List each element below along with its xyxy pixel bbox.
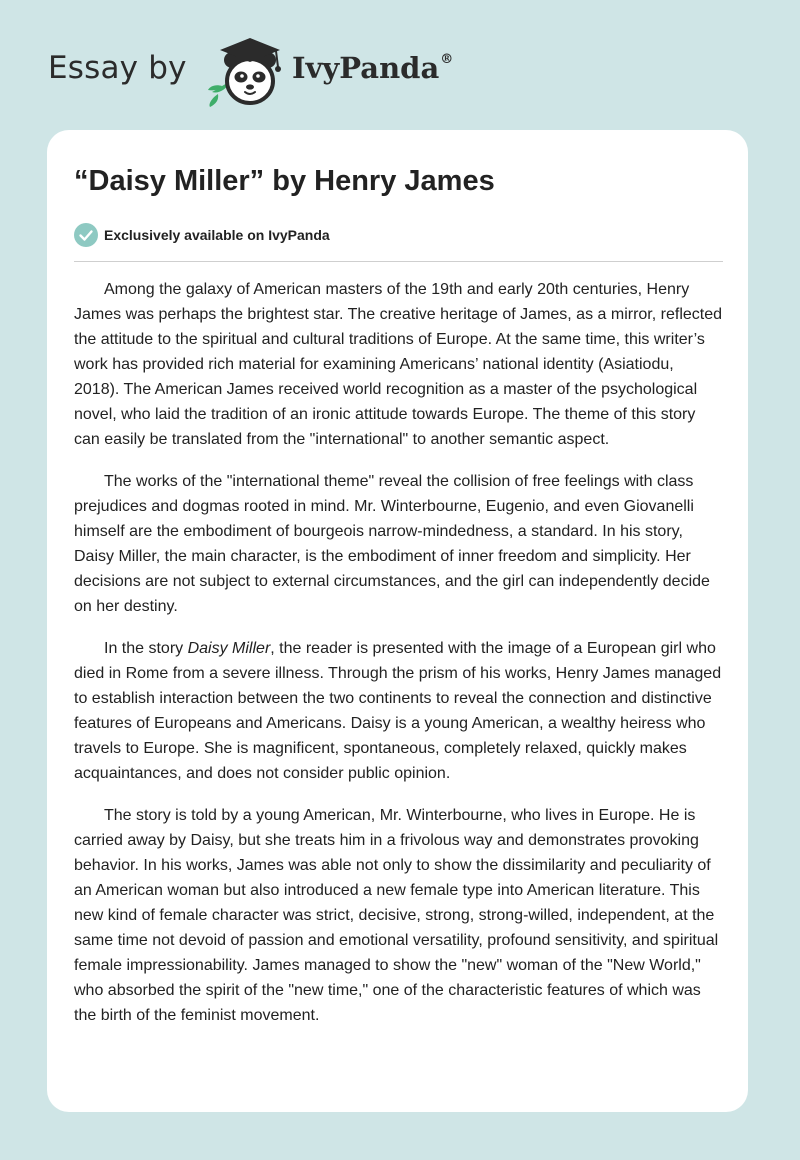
paragraph: The works of the "international theme" reveal the collision of free feelings with class prejudices and dogmas rooted in mind. Mr. Winterbourne, Eugenio, and even Giovanelli himself are the embodiment of bourgeois narrow-mindedness, a standard. In his story, Daisy Miller, the main character, is the embodiment of inner freedom and simplicity. Her decisions are not subject to external circumstances, and the girl can independently decide on her destiny.: [74, 473, 710, 615]
site-header: [48, 34, 488, 108]
exclusive-badge: [74, 222, 330, 248]
paragraph-text: , the reader is presented with the image of a European girl who died in Rome from a severe illness. Through the prism of his works, Henry James managed to establish interaction between the two continents to reveal the connection and distinctive features of Europeans and Americans. Daisy is a young American, a wealthy heiress who travels to Europe. She is magnificent, spontaneous, completely relaxed, quickly makes acquaintances, and does not consider public opinion.: [74, 640, 722, 782]
brand-name-text: IvyPanda: [292, 51, 440, 85]
book-title: Daisy Miller: [187, 640, 271, 657]
paragraph: The story is told by a young American, Mr. Winterbourne, who lives in Europe. He is carried away by Daisy, but she treats him in a frivolous way and demonstrates provoking behavior. In his works, James was able not only to show the dissimilarity and peculiarity of an American woman but also introduced a new female type into American literature. This new kind of female character was strict, decisive, strong, strong-willed, independent, at the same time not devoid of passion and emotional versatility, profound sensitivity, and spiritual female impressionability. James managed to show the "new" woman of the "New World," who absorbed the spirit of the "new time," one of the characteristic features of which was the birth of the feminist movement.: [74, 807, 719, 1024]
essay-card: [47, 130, 748, 1112]
panda-graduate-logo-icon[interactable]: [200, 34, 290, 108]
brand-prefix: Essay by: [48, 50, 187, 86]
paragraph: Among the galaxy of American masters of the 19th and early 20th centuries, Henry James was perhaps the brightest star. The creative heritage of James, as a mirror, reflected the attitude to the spiritual and cultural traditions of Europe. At the same time, this writer’s work has provided rich material for examining Americans’ national identity (Asiatiodu, 2018). The American James received world recognition as a master of the psychological novel, who laid the tradition of an ironic attitude towards Europe. The theme of this story can easily be translated from the "international" to another semantic aspect.: [74, 281, 723, 448]
divider: [74, 261, 723, 262]
page-title: “Daisy Miller” by Henry James: [74, 165, 495, 197]
paragraph-text: In the story: [104, 640, 188, 657]
essay-body: [74, 277, 723, 1045]
check-circle-icon: [74, 223, 98, 247]
badge-label: Exclusively available on IvyPanda: [104, 227, 330, 243]
brand-name[interactable]: [292, 51, 453, 85]
registered-mark: ®: [440, 52, 454, 68]
paragraph: [74, 636, 723, 786]
